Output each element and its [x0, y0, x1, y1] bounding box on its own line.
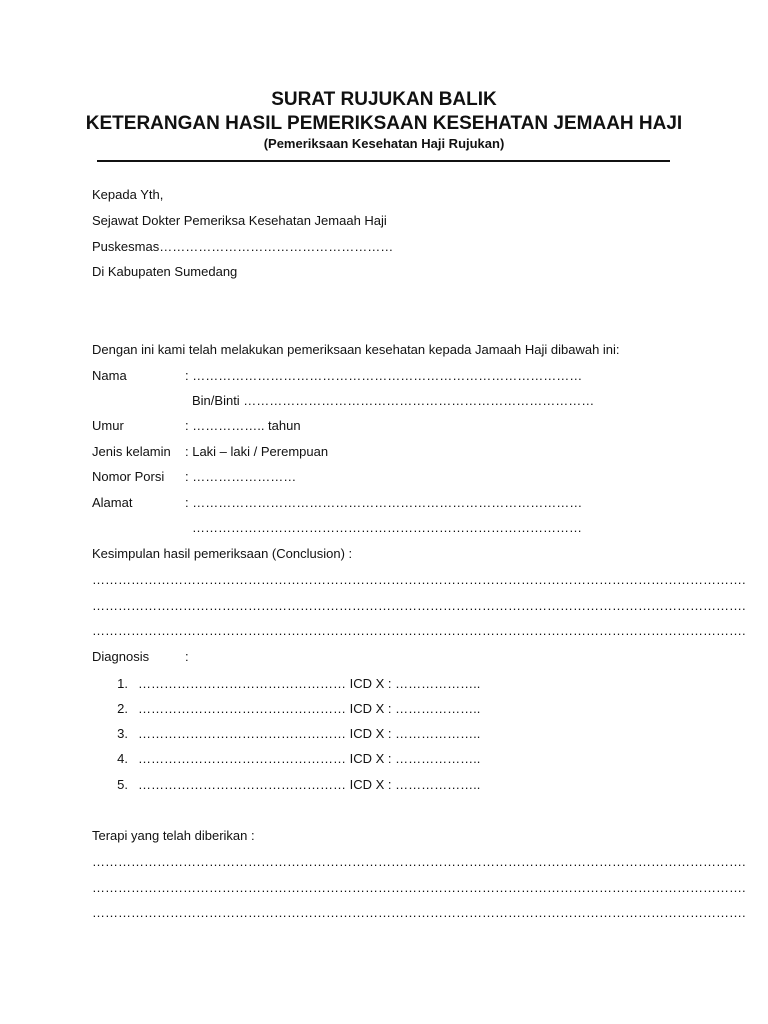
intro-text: Dengan ini kami telah melakukan pemeriksaan kesehatan kepada Jamaah Haji dibawah ini:	[92, 342, 620, 357]
nama-label: Nama	[92, 368, 127, 383]
diagnosis-item: ………………………………………… ICD X : ………………..	[138, 751, 481, 766]
diagnosis-label: Diagnosis	[92, 649, 150, 664]
address-line-4: Di Kabupaten Sumedang	[92, 264, 238, 279]
nama-field: : ………………………………………………………………………………	[185, 368, 583, 383]
diagnosis-item: ………………………………………… ICD X : ………………..	[138, 726, 481, 741]
document-subtitle: KETERANGAN HASIL PEMERIKSAAN KESEHATAN JEMAAH HAJI	[85, 113, 683, 134]
therapy-line-1: …………………………………………………………………………………………………………………………………….	[92, 854, 746, 869]
diagnosis-number: 5.	[117, 777, 128, 792]
umur-label: Umur	[92, 418, 124, 433]
diagnosis-item: ………………………………………… ICD X : ………………..	[138, 701, 481, 716]
nomor-porsi-label: Nomor Porsi	[92, 469, 165, 484]
document-title: SURAT RUJUKAN BALIK	[271, 89, 497, 110]
diagnosis-colon: :	[185, 649, 189, 664]
diagnosis-number: 4.	[117, 751, 128, 766]
nomor-porsi-field: : ……………………	[185, 469, 297, 484]
document-note: (Pemeriksaan Kesehatan Haji Rujukan)	[263, 136, 505, 151]
alamat-label: Alamat	[92, 495, 133, 510]
umur-field: : …………….. tahun	[185, 418, 301, 433]
jenis-kelamin-field: : Laki – laki / Perempuan	[185, 444, 329, 459]
therapy-line-3: …………………………………………………………………………………………………………………………………….	[92, 905, 746, 920]
diagnosis-item: ………………………………………… ICD X : ………………..	[138, 777, 481, 792]
alamat-field: : ………………………………………………………………………………	[185, 495, 583, 510]
conclusion-line-3: …………………………………………………………………………………………………………………………………….	[92, 623, 746, 638]
address-line-2: Sejawat Dokter Pemeriksa Kesehatan Jemaah Haji	[92, 213, 387, 228]
diagnosis-number: 1.	[117, 676, 128, 691]
alamat-field-2: ………………………………………………………………………………	[192, 520, 582, 535]
therapy-label: Terapi yang telah diberikan :	[92, 828, 255, 843]
therapy-line-2: …………………………………………………………………………………………………………………………………….	[92, 880, 746, 895]
address-line-1: Kepada Yth,	[92, 187, 164, 202]
diagnosis-item: ………………………………………… ICD X : ………………..	[138, 676, 481, 691]
conclusion-line-1: …………………………………………………………………………………………………………………………………….	[92, 572, 746, 587]
header-divider	[97, 160, 670, 162]
conclusion-line-2: …………………………………………………………………………………………………………………………………….	[92, 598, 746, 613]
address-line-3: Puskesmas………………………………………………	[92, 239, 394, 254]
diagnosis-number: 2.	[117, 701, 128, 716]
binbinti-field: Bin/Binti ………………………………………………………………………	[192, 393, 595, 408]
conclusion-label: Kesimpulan hasil pemeriksaan (Conclusion) :	[92, 546, 353, 561]
diagnosis-number: 3.	[117, 726, 128, 741]
jenis-kelamin-label: Jenis kelamin	[92, 444, 171, 459]
